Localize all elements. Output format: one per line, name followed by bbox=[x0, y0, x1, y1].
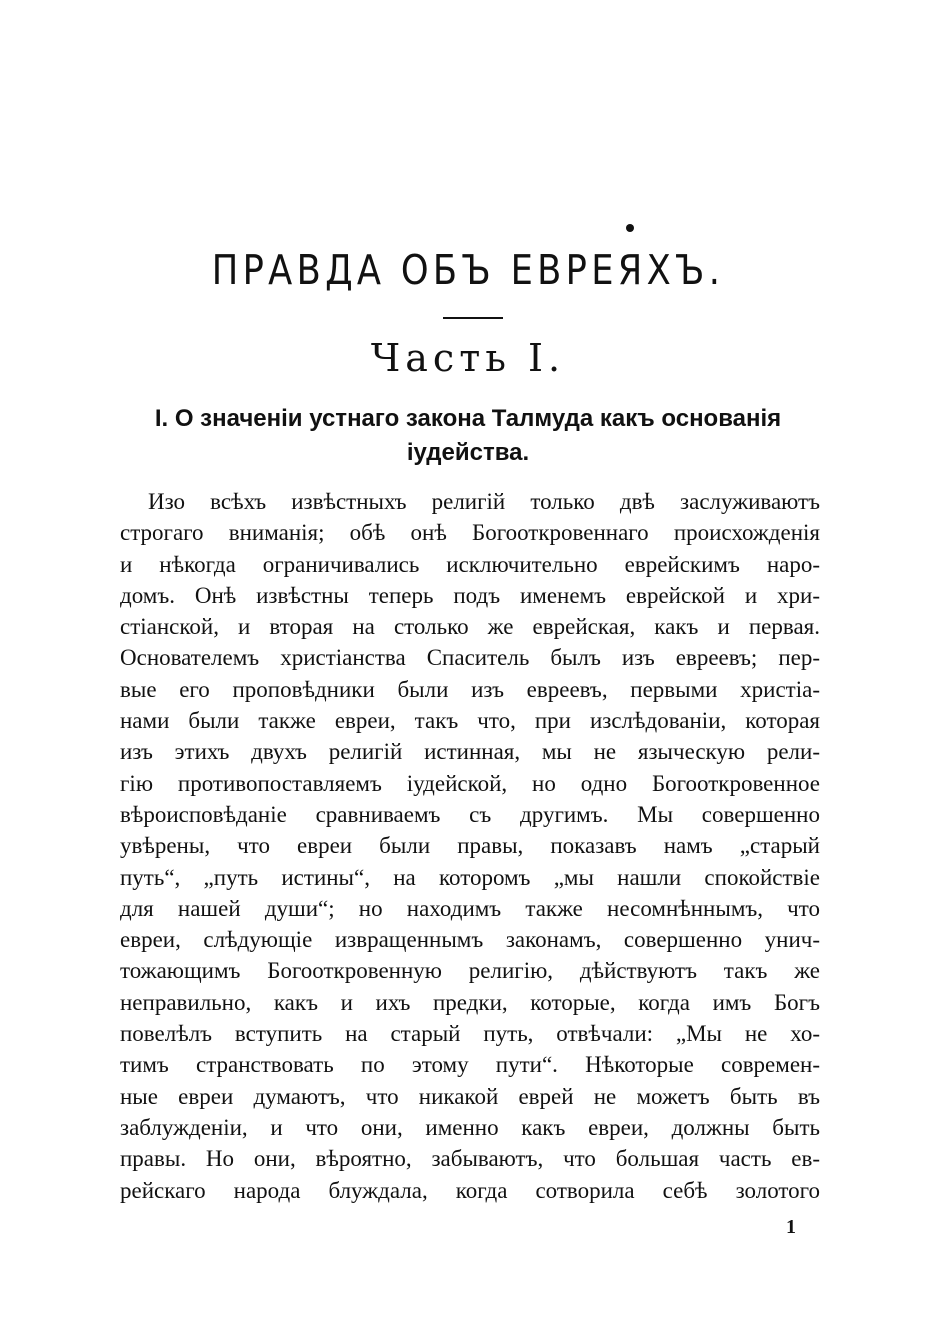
text-line: вѣроисповѣданіе сравниваемъ съ другимъ. Мы совершенно bbox=[120, 801, 820, 827]
chapter-heading bbox=[120, 402, 816, 470]
page-title: ПРАВДА ОБЪ ЕВРЕЯХЪ. bbox=[211, 246, 725, 294]
text-line: строгаго вниманія; обѣ онѣ Богооткровеннаго происхожденія bbox=[120, 520, 820, 546]
text-line: изъ этихъ двухъ религій истинная, мы не языческую рели- bbox=[120, 739, 820, 765]
title-divider bbox=[443, 317, 503, 319]
text-line: евреи, слѣдующіе извращеннымъ законамъ, совершенно унич- bbox=[120, 927, 820, 953]
text-line: вые его проповѣдники были изъ евреевъ, первыми христіа- bbox=[120, 676, 820, 702]
text-line: рейскаго народа блуждала, когда сотворила себѣ золотого bbox=[120, 1177, 820, 1203]
text-line: ные евреи думаютъ, что никакой еврей не можетъ быть въ bbox=[120, 1083, 820, 1109]
ink-speck bbox=[626, 224, 634, 232]
text-line: правы. Но они, вѣроятно, забываютъ, что большая часть ев- bbox=[120, 1146, 820, 1172]
text-line: Основателемъ христіанства Спаситель былъ изъ евреевъ; пер- bbox=[120, 645, 820, 671]
text-line: путь“, „путь истины“, на которомъ „мы нашли спокойствіе bbox=[120, 864, 820, 890]
text-line: и нѣкогда ограничивались исключительно еврейскимъ наро- bbox=[120, 551, 820, 577]
text-line: Изо всѣхъ извѣстныхъ религій только двѣ заслуживаютъ bbox=[148, 489, 820, 514]
text-line: гію противопоставляемъ іудейской, но одно Богооткровенное bbox=[120, 770, 820, 796]
text-line: для нашей души“; но находимъ также несомнѣннымъ, что bbox=[120, 895, 820, 921]
text-line: неправильно, какъ и ихъ предки, которые, когда имъ Богъ bbox=[120, 989, 820, 1015]
chapter-heading-line: I. О значеніи устнаго закона Талмуда какъ основанія bbox=[154, 405, 782, 432]
text-line: тожающимъ Богооткровенную религію, дѣйствуютъ такъ же bbox=[120, 958, 820, 984]
chapter-heading-line: іудейства. bbox=[406, 439, 530, 466]
body-text bbox=[120, 486, 820, 1206]
text-line: стіанской, и вторая на столько же еврейская, какъ и первая. bbox=[120, 614, 820, 640]
text-line: заблужденіи, и что они, именно какъ евреи, должны быть bbox=[120, 1114, 820, 1140]
part-heading: Часть I. bbox=[370, 336, 566, 380]
text-line: нами были также евреи, такъ что, при изслѣдованіи, которая bbox=[120, 708, 820, 734]
page-number: 1 bbox=[786, 1216, 796, 1238]
text-line: увѣрены, что евреи были правы, показавъ намъ „старый bbox=[120, 833, 820, 859]
text-line: тимъ странствовать по этому пути“. Нѣкоторые современ- bbox=[120, 1052, 820, 1078]
text-line: повелѣлъ вступить на старый путь, отвѣчали: „Мы не хо- bbox=[120, 1021, 820, 1047]
text-line: домъ. Онѣ извѣстны теперь подъ именемъ еврейской и хри- bbox=[120, 582, 820, 608]
